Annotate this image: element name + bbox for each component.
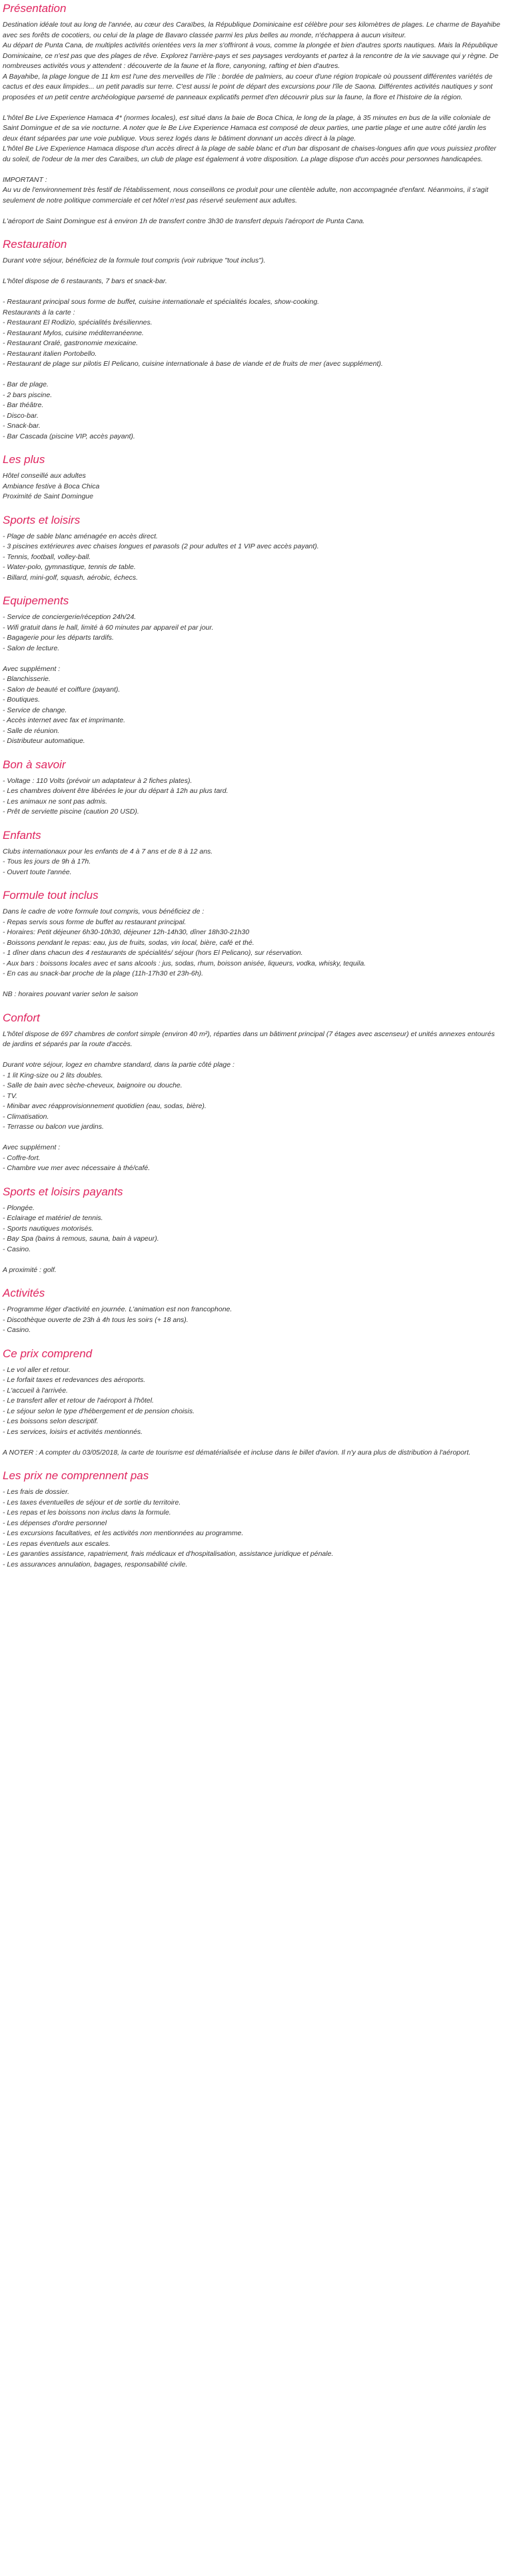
body-text: - 1 dîner dans chacun des 4 restaurants de spécialités/ séjour (hors El Pelicano), sur réservation. (3, 949, 303, 957)
body-text: IMPORTANT : (3, 175, 47, 184)
section-heading: Restauration (3, 238, 67, 251)
body-text: - Water-polo, gymnastique, tennis de table. (3, 563, 136, 571)
body-text: Au départ de Punta Cana, de multiples activités orientées vers la mer s'offriront à vous, comme la plongée et bien d'autres sports nautiques. Mais la République Dominicaine, ce n'est pas que des plages de rêve. Explorez l'arrière-pays et ses paysages verdoyants et partez à la rencontre de la vie sauvage qui y règne. De nombreuses activités vous y attendent : découverte de la faune et la flore, canyoning, rafting et bien d'autres. (3, 41, 499, 70)
body-text: - Le vol aller et retour. (3, 1365, 71, 1374)
section-enfants (3, 828, 502, 889)
body-text: - Minibar avec réapprovisionnement quotidien (eau, sodas, bière). (3, 1102, 207, 1110)
body-text: A NOTER : A compter du 03/05/2018, la carte de tourisme est dématérialisée et incluse dans le billet d'avion. Il n'y aura plus de distribution à l'aéroport. (3, 1448, 471, 1457)
section-heading: Présentation (3, 2, 67, 15)
body-text: - L'accueil à l'arrivée. (3, 1386, 68, 1395)
section-sports-et-loisirs (3, 513, 502, 594)
body-text: Restaurants à la carte : (3, 308, 75, 317)
body-text: - Restaurant Oralé, gastronomie mexicaine. (3, 339, 139, 347)
body-text: - Ouvert toute l'année. (3, 868, 72, 876)
section-les-plus (3, 452, 502, 513)
body-text: - Les excursions facultatives, et les activités non mentionnées au programme. (3, 1529, 244, 1537)
section-heading: Sports et loisirs payants (3, 1185, 123, 1198)
body-text: - Service de conciergerie/réception 24h/24. (3, 613, 137, 621)
blank-line (3, 287, 502, 298)
body-text: - Salon de beauté et coiffure (payant). (3, 685, 121, 694)
body-text: - Repas servis sous forme de buffet au restaurant principal. (3, 918, 187, 926)
section-gap (3, 818, 502, 828)
body-text: - Sports nautiques motorisés. (3, 1224, 94, 1233)
section-heading: Activités (3, 1287, 45, 1299)
body-text: - Casino. (3, 1245, 31, 1253)
body-text: - Bagagerie pour les départs tardifs. (3, 634, 114, 642)
body-text: A Bayahibe, la plage longue de 11 km est l'une des merveilles de l'île : bordée de palmiers, au coeur d'une région tropicale où poussent différentes variétés de cactus et des eaux limpides... un petit paradis sur terre. C'est aussi le point de départ des excursions pour l'île de Saona. Différentes activités nautiques y sont proposées et un petit centre archéologique parsemé de panneaux explicatifs permet d'en découvrir plus sur la faune, la flore et l'histoire de la région. (3, 72, 493, 101)
body-text: Avec supplément : (3, 664, 61, 673)
body-text: - Plongée. (3, 1203, 35, 1212)
body-text: - Terrasse ou balcon vue jardins. (3, 1123, 104, 1131)
body-text: L'hôtel dispose de 6 restaurants, 7 bars et snack-bar. (3, 277, 167, 285)
blank-line (3, 103, 502, 113)
body-text: - Prêt de serviette piscine (caution 20 USD). (3, 808, 139, 816)
body-text: Durant votre séjour, logez en chambre standard, dans la partie côté plage : (3, 1061, 235, 1069)
body-text: - Service de change. (3, 706, 67, 714)
section-les-prix-ne-comprennent-pas (3, 1469, 502, 1570)
section-gap (3, 1275, 502, 1286)
body-text: - Salle de bain avec sèche-cheveux, baignoire ou douche. (3, 1081, 183, 1089)
body-text: - Chambre vue mer avec nécessaire à thé/café. (3, 1164, 151, 1172)
body-text: Destination idéale tout au long de l'année, au cœur des Caraïbes, la République Dominicaine est célèbre pour ses kilomètres de plages. Le charme de Bayahibe avec ses forêts de cocotiers, ou celui de la plage de Bavaro classée parmi les plus belles au monde, n'échappera à aucun visiteur. (3, 21, 500, 39)
body-text: - Casino. (3, 1326, 31, 1334)
body-text: L'hôtel Be Live Experience Hamaca 4* (normes locales), est situé dans la baie de Boca Chica, le long de la plage, à 35 minutes en bus de la ville coloniale de Saint Domingue et de sa vie nocturne. A noter que le Be Live Experience Hamaca est composé de deux parties, une partie plage et une autre côté jardin les deux étant séparées par une voie publique. Vous serez logés dans le bâtiment donnant un accès direct à la plage. (3, 113, 491, 143)
body-text: - Restaurant El Rodizio, spécialités brésiliennes. (3, 319, 153, 326)
body-text: Hôtel conseillé aux adultes (3, 472, 86, 480)
body-text: - Billard, mini-golf, squash, aérobic, échecs. (3, 573, 139, 582)
body-text: - Wifi gratuit dans le hall, limité à 60 minutes par appareil et par jour. (3, 623, 214, 632)
section-gap (3, 502, 502, 513)
blank-line (3, 1133, 502, 1143)
blank-line (3, 1050, 502, 1061)
section-heading: Equipements (3, 594, 69, 607)
body-text: - 2 bars piscine. (3, 390, 53, 399)
blank-line (3, 165, 502, 175)
body-text: - Restaurant de plage sur pilotis El Pelicano, cuisine internationale à base de viande et de fruits de mer (avec supplément). (3, 360, 383, 368)
section-heading: Les plus (3, 453, 45, 466)
body-text: Proximité de Saint Domingue (3, 492, 93, 500)
body-text: - Le forfait taxes et redevances des aéroports. (3, 1376, 146, 1384)
section-gap (3, 1336, 502, 1347)
body-text: - 3 piscines extérieures avec chaises longues et parasols (2 pour adultes et 1 VIP avec accès payant). (3, 542, 319, 550)
section-heading: Sports et loisirs (3, 513, 81, 526)
body-text: - Coffre-fort. (3, 1153, 41, 1162)
body-text: - En cas au snack-bar proche de la plage (11h-17h30 et 23h-6h). (3, 969, 203, 977)
body-text: NB : horaires pouvant varier selon le saison (3, 990, 139, 998)
section-gap (3, 227, 502, 237)
body-text: - Discothèque ouverte de 23h à 4h tous les soirs (+ 18 ans). (3, 1315, 189, 1324)
body-text: A proximité : golf. (3, 1265, 57, 1274)
body-text: Dans le cadre de votre formule tout compris, vous bénéficiez de : (3, 908, 205, 916)
body-text: - Bar Cascada (piscine VIP, accès payant). (3, 432, 135, 440)
section-sports-et-loisirs-payants (3, 1185, 502, 1287)
body-text: - Les taxes éventuelles de séjour et de sortie du territoire. (3, 1498, 181, 1507)
body-text: Clubs internationaux pour les enfants de 4 à 7 ans et de 8 à 12 ans. (3, 847, 213, 856)
body-text: - Les services, loisirs et activités mentionnés. (3, 1427, 143, 1436)
body-text: - Les garanties assistance, rapatriement, frais médicaux et d'hospitalisation, assistance juridique et pénale. (3, 1550, 334, 1558)
body-text: - Climatisation. (3, 1112, 49, 1121)
body-text: - Boutiques. (3, 696, 41, 704)
section-heading: Formule tout inclus (3, 889, 99, 902)
section-heading: Les prix ne comprennent pas (3, 1469, 149, 1482)
body-text: - Restaurant principal sous forme de buffet, cuisine internationale et spécialités locales, show-cooking. (3, 298, 320, 306)
body-text: L'hôtel Be Live Experience Hamaca dispose d'un accès direct à la plage de sable blanc et d'un bar disposant de chaises-longues afin que vous puissiez profiter du soleil, de l'odeur de la mer des Caraïbes, un club de plage est également à votre disposition. La plage dispose d'un accès pour personnes handicapées. (3, 145, 496, 163)
section-gap (3, 583, 502, 594)
body-text: - 1 lit King-size ou 2 lits doubles. (3, 1071, 103, 1079)
body-text: - Tous les jours de 9h à 17h. (3, 858, 91, 866)
body-text: - Restaurant Mylos, cuisine méditerranéenne. (3, 328, 144, 337)
section-equipements (3, 594, 502, 758)
body-text: - Boissons pendant le repas: eau, jus de fruits, sodas, vin local, bière, café et thé. (3, 938, 254, 947)
body-text: - Horaires: Petit déjeuner 6h30-10h30, déjeuner 12h-14h30, dîner 18h30-21h30 (3, 928, 250, 936)
body-text: - Snack-bar. (3, 422, 41, 430)
body-text: - Voltage : 110 Volts (prévoir un adaptateur à 2 fiches plates). (3, 776, 193, 785)
body-text: Durant votre séjour, bénéficiez de la formule tout compris (voir rubrique "tout inclus"). (3, 257, 266, 265)
blank-line (3, 654, 502, 664)
section-gap (3, 442, 502, 452)
section-gap (3, 1458, 502, 1469)
body-text: - Les chambres doivent être libérées le jour du départ à 12h au plus tard. (3, 787, 229, 795)
section-confort (3, 1011, 502, 1185)
section-gap (3, 747, 502, 758)
section-ce-prix-comprend (3, 1347, 502, 1469)
section-heading: Bon à savoir (3, 758, 66, 771)
body-text: - Les assurances annulation, bagages, responsabilité civile. (3, 1560, 188, 1569)
body-text: Ambiance festive à Boca Chica (3, 482, 100, 490)
body-text: - Les animaux ne sont pas admis. (3, 797, 107, 806)
body-text: - TV. (3, 1091, 17, 1100)
blank-line (3, 267, 502, 277)
section-heading: Ce prix comprend (3, 1347, 93, 1360)
blank-line (3, 979, 502, 990)
body-text: - Programme léger d'activité en journée. L'animation est non francophone. (3, 1305, 233, 1313)
body-text: - Accès internet avec fax et imprimante. (3, 716, 126, 724)
blank-line (3, 1437, 502, 1448)
body-text: Au vu de l'environnement très festif de l'établissement, nous conseillons ce produit pour une clientèle adulte, non accompagnée d'enfant. Néanmoins, il s'agit seulement de notre politique commerciale et cet hôtel n'est pas réservé seulement aux adultes. (3, 186, 488, 205)
section-heading: Confort (3, 1011, 40, 1024)
section-gap (3, 878, 502, 888)
body-text: - Distributeur automatique. (3, 737, 85, 745)
body-text: - Le séjour selon le type d'hébergement et de pension choisis. (3, 1407, 195, 1415)
body-text: - Eclairage et matériel de tennis. (3, 1214, 103, 1222)
body-text: L'aéroport de Saint Domingue est à environ 1h de transfert contre 3h30 de transfert depuis l'aéroport de Punta Cana. (3, 217, 365, 225)
body-text: - Salon de lecture. (3, 644, 60, 652)
body-text: - Tennis, football, volley-ball. (3, 552, 91, 561)
section-restauration (3, 237, 502, 452)
blank-line (3, 370, 502, 380)
blank-line (3, 206, 502, 217)
section-bon-a-savoir (3, 758, 502, 828)
body-text: Avec supplément : (3, 1143, 61, 1151)
body-text: L'hôtel dispose de 697 chambres de confort simple (environ 40 m²), réparties dans un bâtiment principal (7 étages avec ascenseur) et unités annexes entourés de jardins et séparés par la route d'accès. (3, 1029, 495, 1048)
section-presentation (3, 1, 502, 237)
section-formule-tout-inclus (3, 888, 502, 1011)
section-gap (3, 1000, 502, 1011)
body-text: - Les boissons selon descriptif. (3, 1417, 99, 1425)
body-text: - Les repas éventuels aux escales. (3, 1539, 111, 1548)
body-text: - Les dépenses d'ordre personnel (3, 1519, 107, 1527)
section-activites (3, 1286, 502, 1347)
body-text: - Les repas et les boissons non inclus dans la formule. (3, 1509, 171, 1517)
body-text: - Bar théâtre. (3, 401, 44, 409)
body-text: - Salle de réunion. (3, 726, 60, 735)
body-text: - Plage de sable blanc aménagée en accès direct. (3, 532, 158, 540)
blank-line (3, 1255, 502, 1265)
body-text: - Restaurant italien Portobello. (3, 349, 97, 358)
body-text: - Le transfert aller et retour de l'aéroport à l'hôtel. (3, 1397, 154, 1405)
body-text: - Aux bars : boissons locales avec et sans alcools : jus, sodas, rhum, boisson anisée, liqueurs, vodka, whisky, tequila. (3, 959, 366, 967)
body-text: - Bar de plage. (3, 380, 49, 388)
body-text: - Les frais de dossier. (3, 1488, 69, 1496)
body-text: - Bay Spa (bains à remous, sauna, bain à vapeur). (3, 1235, 159, 1243)
body-text: - Blanchisserie. (3, 675, 51, 683)
body-text: - Disco-bar. (3, 411, 39, 420)
section-gap (3, 1174, 502, 1185)
section-heading: Enfants (3, 828, 41, 842)
